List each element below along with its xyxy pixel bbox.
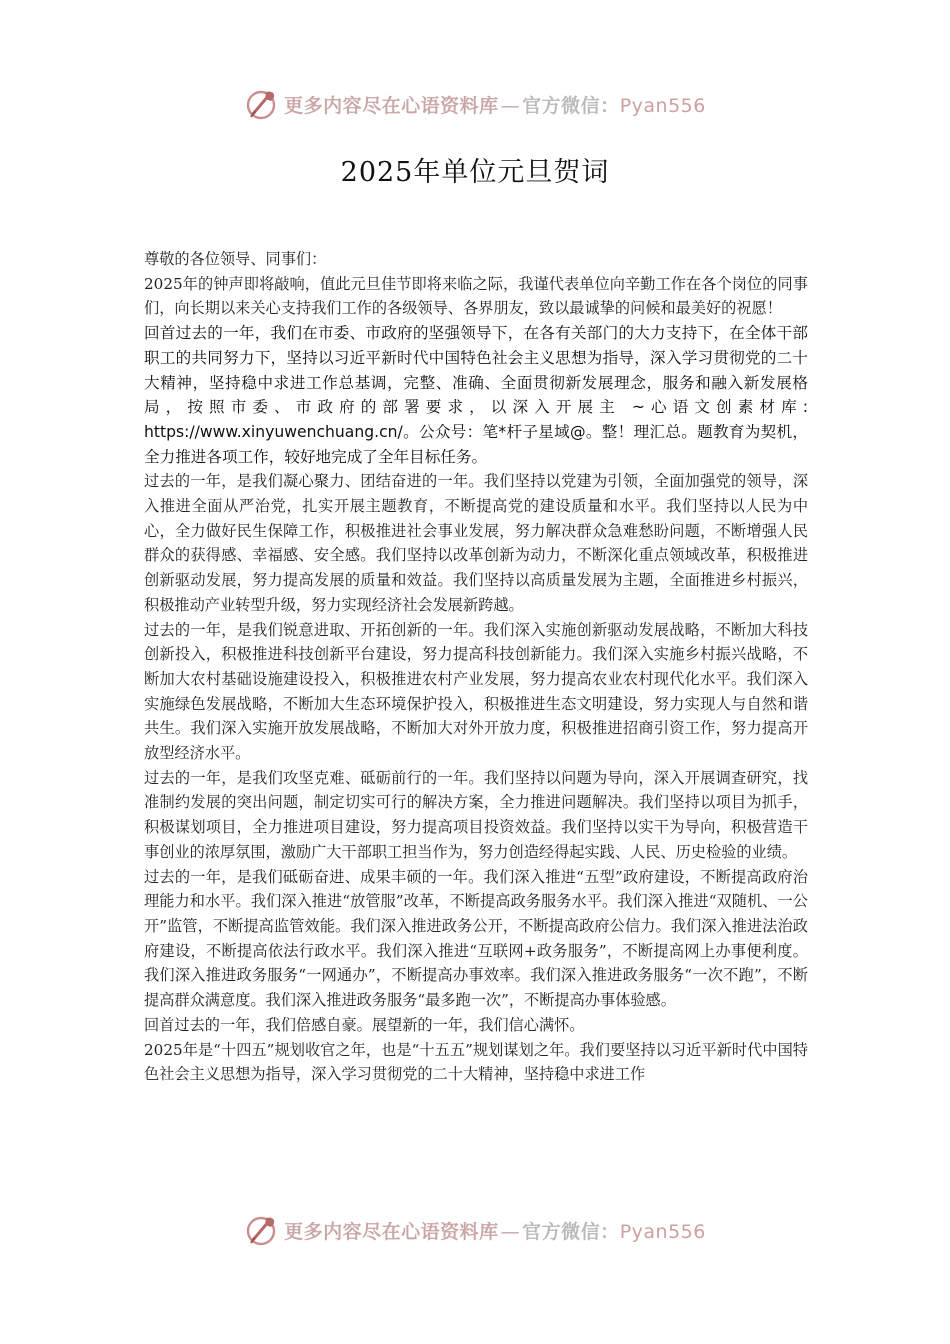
watermark-wechat-label: 官方微信： xyxy=(522,1220,620,1243)
watermark-wechat-label: 官方微信： xyxy=(522,94,620,117)
watermark-wechat-id: Pyan556 xyxy=(619,1220,706,1243)
header-watermark-banner xyxy=(0,82,950,126)
watermark-separator: — xyxy=(500,94,521,117)
body-paragraph: 过去的一年，是我们砥砺奋进、成果丰硕的一年。我们深入推进“五型”政府建设，不断提高政府治理能力和水平。我们深入推进“放管服”改革，不断提高政务服务水平。我们深入推进“双随机、一公开”监管，不断提高监管效能。我们深入推进政务公开，不断提高政府公信力。我们深入推进法治政府建设，不断提高依法行政水平。我们深入推进“互联网+政务服务”，不断提高网上办事便利度。我们深入推进政务服务“一网通办”，不断提高办事效率。我们深入推进政务服务“一次不跑”，不断提高群众满意度。我们深入推进政务服务“最多跑一次”，不断提高办事体验感。 xyxy=(144,867,808,1010)
body-paragraph: 2025年的钟声即将敲响，值此元旦佳节即将来临之际，我谨代表单位向辛勤工作在各个岗位的同事们，向长期以来关心支持我们工作的各级领导、各界朋友，致以最诚挚的问候和最美好的祝愿！ xyxy=(144,274,808,318)
document-title: 2025年单位元旦贺词 xyxy=(340,157,610,188)
body-paragraph: 过去的一年，是我们攻坚克难、砥砺前行的一年。我们坚持以问题为导向，深入开展调查研究，找准制约发展的突出问题，制定切实可行的解决方案，全力推进问题解决。我们坚持以项目为抓手，积极谋划项目，全力推进项目建设，努力提高项目投资效益。我们坚持以实干为导向，积极营造干事创业的浓厚氛围，激励广大干部职工担当作为，努力创造经得起实践、人民、历史检验的业绩。 xyxy=(144,768,808,861)
body-paragraph: 2025年是“十四五”规划收官之年，也是“十五五”规划谋划之年。我们要坚持以习近平新时代中国特色社会主义思想为指导，深入学习贯彻党的二十大精神，坚持稳中求进工作 xyxy=(144,1040,808,1084)
watermark-site-name: 更多内容尽在心语资料库 xyxy=(284,1220,499,1243)
greeting-paragraph: 尊敬的各位领导、同事们： xyxy=(144,250,327,268)
watermark-wechat-id: Pyan556 xyxy=(619,94,706,117)
quill-pen-logo-icon xyxy=(244,86,280,122)
document-body xyxy=(144,247,808,1087)
body-paragraph: 回首过去的一年，我们倍感自豪。展望新的一年，我们信心满怀。 xyxy=(144,1015,585,1034)
quill-pen-logo-icon xyxy=(244,1212,280,1248)
body-paragraph: 过去的一年，是我们凝心聚力、团结奋进的一年。我们坚持以党建为引领，全面加强党的领导，深入推进全面从严治党，扎实开展主题教育，不断提高党的建设质量和水平。我们坚持以人民为中心，全力做好民生保障工作，积极推进社会事业发展，努力解决群众急难愁盼问题，不断增强人民群众的获得感、幸福感、安全感。我们坚持以改革创新为动力，不断深化重点领域改革，积极推进创新驱动发展，努力提高发展的质量和效益。我们坚持以高质量发展为主题，全面推进乡村振兴，积极推动产业转型升级，努力实现经济社会发展新跨越。 xyxy=(144,472,808,614)
watermark-text xyxy=(284,1217,706,1244)
body-paragraph: 过去的一年，是我们锐意进取、开拓创新的一年。我们深入实施创新驱动发展战略，不断加大科技创新投入，积极推进科技创新平台建设，努力提高科技创新能力。我们深入实施乡村振兴战略，不断加大农村基础设施建设投入，积极推进农村产业发展，努力提高农业农村现代化水平。我们深入实施绿色发展战略，不断加大生态环境保护投入，积极推进生态文明建设，努力实现人与自然和谐共生。我们深入实施开放发展战略，不断加大对外开放力度，积极推进招商引资工作，努力提高开放型经济水平。 xyxy=(144,620,808,763)
body-paragraph: 回首过去的一年，我们在市委、市政府的坚强领导下，在各有关部门的大力支持下，在全体干部职工的共同努力下，坚持以习近平新时代中国特色社会主义思想为指导，深入学习贯彻党的二十大精神，坚持稳中求进工作总基调，完整、准确、全面贯彻新发展理念，服务和融入新发展格局，按照市委、市政府的部署要求，以深入开展主 ~心语文创素材库: https://www.xinyuwenchuang.cn/。公众号：笔*杆子星域@。整！理汇总。题教育为契机，全力推进各项工作，较好地完成了全年目标任务。 xyxy=(144,324,808,466)
footer-watermark-banner xyxy=(0,1208,950,1252)
watermark-separator: — xyxy=(500,1220,521,1243)
watermark-site-name: 更多内容尽在心语资料库 xyxy=(284,94,499,117)
watermark-text xyxy=(284,91,706,118)
